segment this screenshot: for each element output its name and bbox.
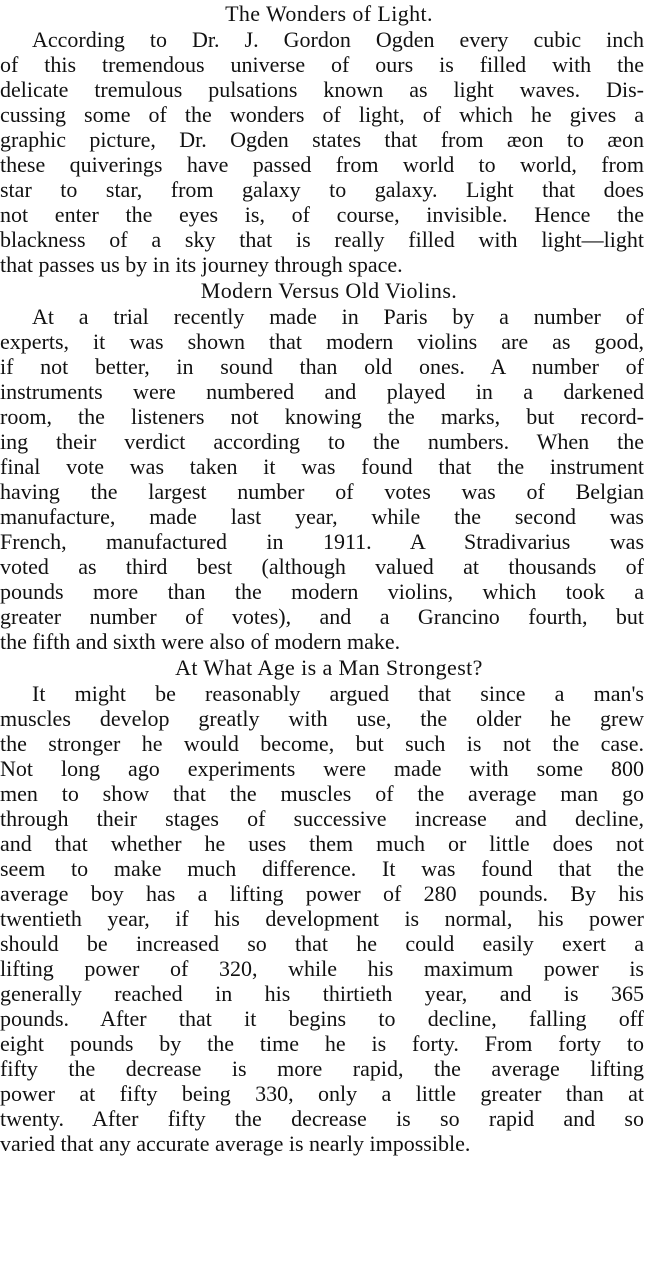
article-heading: At What Age is a Man Strongest? [175, 655, 483, 680]
text-line: through their stages of successive increase and decline, [0, 806, 644, 831]
text-line: fifty the decrease is more rapid, the average lifting [0, 1056, 644, 1081]
text-line: instruments were numbered and played in a darkened [0, 379, 644, 404]
text-line: the stronger he would become, but such is not the case. [0, 731, 644, 756]
text-line: twenty. After fifty the decrease is so rapid and so [0, 1106, 644, 1131]
text-line: varied that any accurate average is nearly impossible. [0, 1131, 471, 1156]
article-body [0, 304, 644, 654]
text-line: Not long ago experiments were made with some 800 [0, 756, 644, 781]
text-line: that passes us by in its journey through space. [0, 252, 403, 277]
text-line: these quiverings have passed from world to world, from [0, 152, 644, 177]
article-heading: The Wonders of Light. [225, 1, 433, 26]
text-line: power at fifty being 330, only a little greater than at [0, 1081, 644, 1106]
article-modern-versus-old-violins [0, 277, 644, 654]
text-line: manufacture, made last year, while the second was [0, 504, 644, 529]
text-line: At a trial recently made in Paris by a number of [32, 304, 644, 329]
article-body [0, 681, 644, 1156]
article-wonders-of-light [0, 0, 644, 277]
text-line: voted as third best (although valued at thousands of [0, 554, 644, 579]
text-line: and that whether he uses them much or little does not [0, 831, 644, 856]
text-line: having the largest number of votes was of Belgian [0, 479, 644, 504]
article-at-what-age-is-a-man-strongest [0, 654, 644, 1156]
text-line: French, manufactured in 1911. A Stradivarius was [0, 529, 644, 554]
text-line: final vote was taken it was found that the instrument [0, 454, 644, 479]
text-line: men to show that the muscles of the average man go [0, 781, 644, 806]
text-line: the fifth and sixth were also of modern make. [0, 629, 401, 654]
text-line: pounds more than the modern violins, which took a [0, 579, 644, 604]
text-line: blackness of a sky that is really filled with light—light [0, 227, 644, 252]
text-line: twentieth year, if his development is normal, his power [0, 906, 644, 931]
text-line: not enter the eyes is, of course, invisible. Hence the [0, 202, 644, 227]
text-line: It might be reasonably argued that since a man's [32, 681, 644, 706]
text-line: According to Dr. J. Gordon Ogden every cubic inch [32, 27, 644, 52]
text-line: cussing some of the wonders of light, of which he gives a [0, 102, 644, 127]
text-line: greater number of votes), and a Grancino fourth, but [0, 604, 644, 629]
text-line: if not better, in sound than old ones. A number of [0, 354, 644, 379]
text-line: room, the listeners not knowing the marks, but record- [0, 404, 644, 429]
text-line: delicate tremulous pulsations known as light waves. Dis- [0, 77, 644, 102]
text-line: lifting power of 320, while his maximum power is [0, 956, 644, 981]
article-body [0, 27, 644, 277]
text-line: generally reached in his thirtieth year, and is 365 [0, 981, 644, 1006]
text-line: seem to make much difference. It was found that the [0, 856, 644, 881]
text-line: should be increased so that he could easily exert a [0, 931, 644, 956]
text-line: graphic picture, Dr. Ogden states that from æon to æon [0, 127, 644, 152]
text-line: experts, it was shown that modern violins are as good, [0, 329, 644, 354]
text-line: average boy has a lifting power of 280 pounds. By his [0, 881, 644, 906]
article-heading: Modern Versus Old Violins. [200, 278, 458, 303]
text-line: eight pounds by the time he is forty. From forty to [0, 1031, 644, 1056]
text-line: star to star, from galaxy to galaxy. Light that does [0, 177, 644, 202]
text-line: ing their verdict according to the numbers. When the [0, 429, 644, 454]
text-line: pounds. After that it begins to decline, falling off [0, 1006, 644, 1031]
text-line: muscles develop greatly with use, the older he grew [0, 706, 644, 731]
text-line: of this tremendous universe of ours is filled with the [0, 52, 644, 77]
